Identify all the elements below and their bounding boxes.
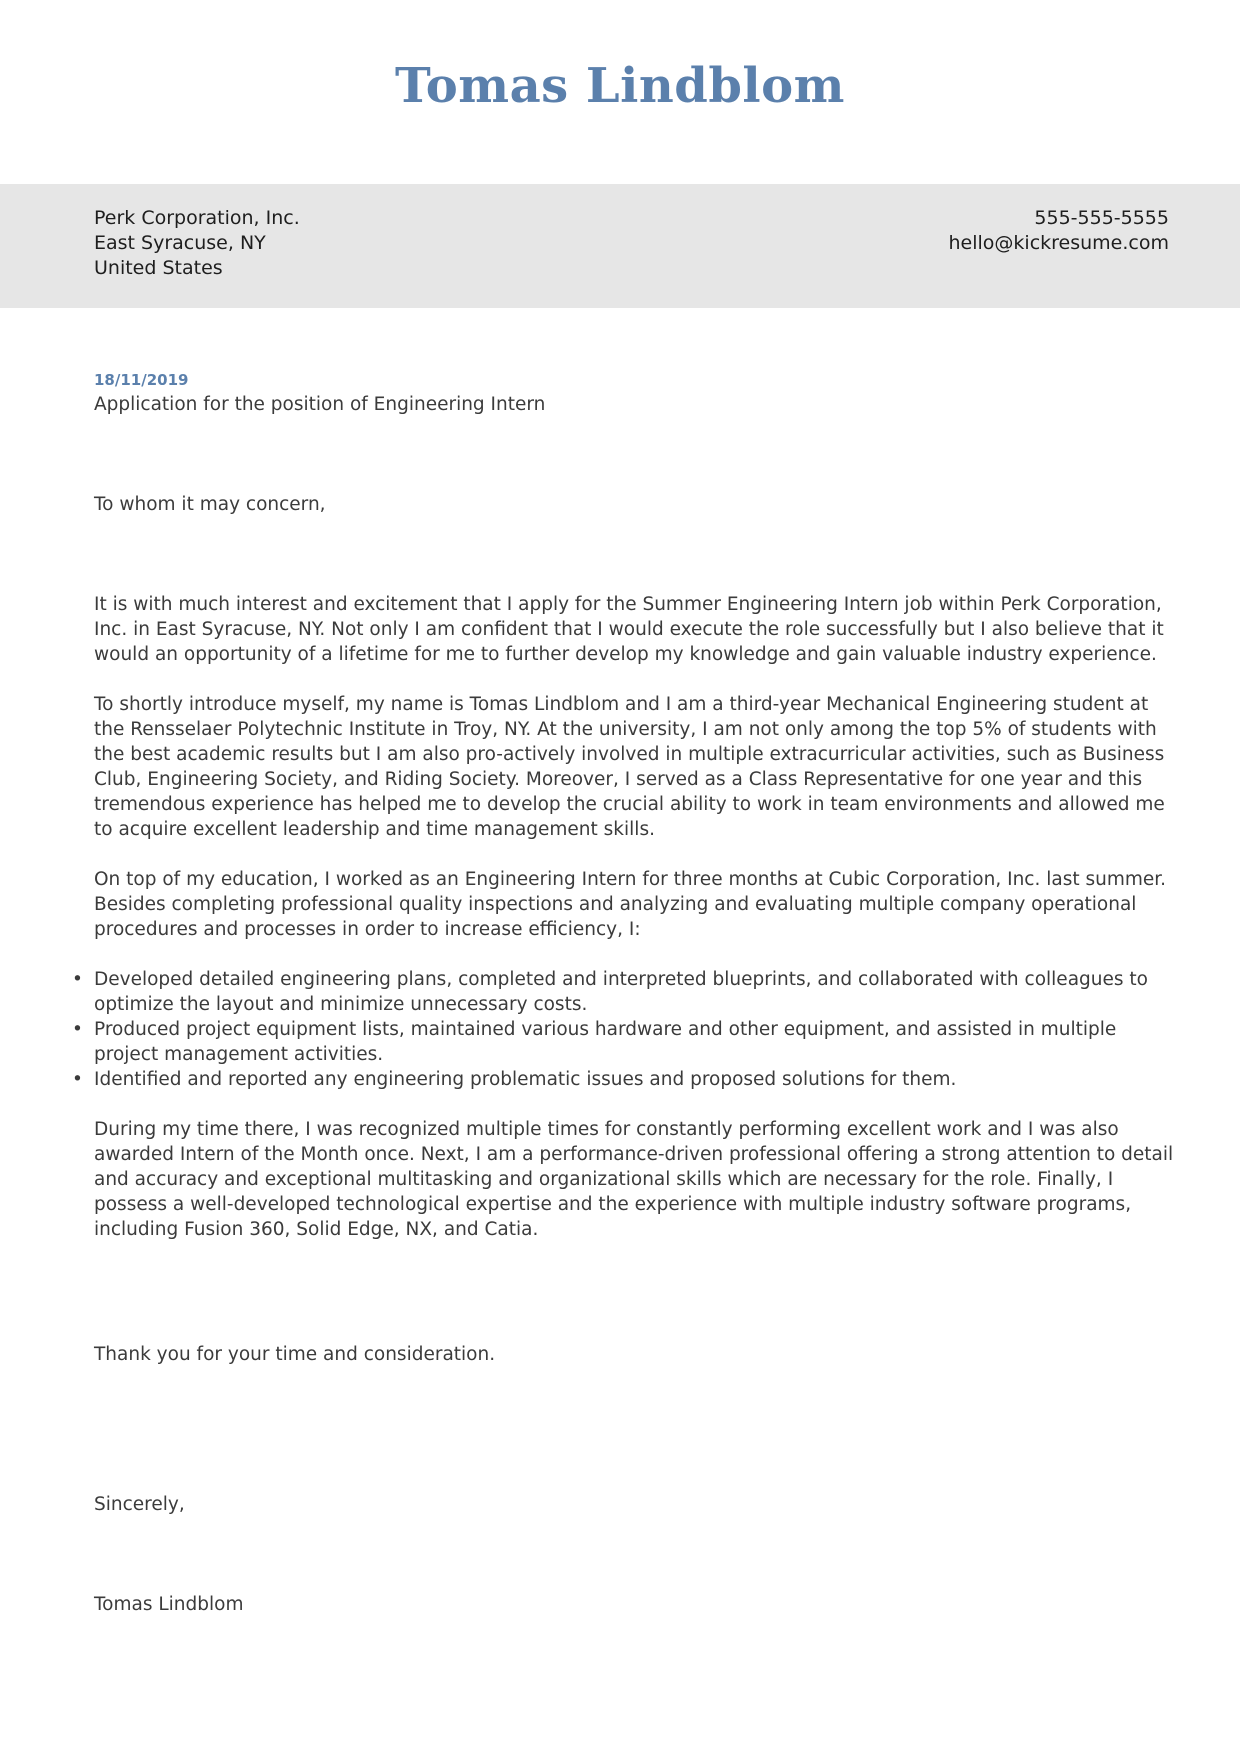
list-item (72, 1017, 1174, 1067)
recipient-address (94, 206, 300, 281)
sender-email: hello@kickresume.com (948, 232, 1169, 254)
bullet-icon: • (72, 1069, 83, 1090)
recipient-country: United States (94, 257, 223, 279)
achievements-list (72, 967, 1174, 1092)
letter-greeting: To whom it may concern, (94, 494, 326, 515)
list-item (72, 967, 1174, 1017)
sender-phone: 555-555-5555 (1034, 207, 1169, 229)
letter-subject: Application for the position of Engineering Intern (94, 394, 546, 415)
closing-line: Thank you for your time and consideration. (94, 1344, 496, 1365)
applicant-name: Tomas Lindblom (395, 58, 845, 114)
bullet-icon: • (72, 969, 83, 990)
letter-body (72, 370, 1174, 1617)
paragraph-experience: On top of my education, I worked as an Engineering Intern for three months at Cubic Corporation, Inc. last summer. Besides completing professional quality inspections and analyzing and evaluating multiple company operational procedures and processes in order to increase efficiency, I: (94, 869, 1167, 940)
list-item-text: Identified and reported any engineering problematic issues and proposed solutions for them. (94, 1069, 957, 1090)
letter-date: 18/11/2019 (94, 371, 189, 389)
paragraph-education: To shortly introduce myself, my name is Tomas Lindblom and I am a third-year Mechanical Engineering student at the Rensselaer Polytechnic Institute in Troy, NY. At the university, I am not only among the top 5% of students with the best academic results but I am also pro-actively involved in multiple extracurricular activities, such as Business Club, Engineering Society, and Riding Society. Moreover, I served as a Class Representative for one year and this tremendous experience has helped me to develop the crucial ability to work in team environments and allowed me to acquire excellent leadership and time management skills. (94, 694, 1165, 840)
contact-band (0, 184, 1240, 308)
letter-signoff: Sincerely, (94, 1494, 185, 1515)
paragraph-intro: It is with much interest and excitement that I apply for the Summer Engineering Intern job within Perk Corporation, Inc. in East Syracuse, NY. Not only I am confident that I would execute the role successfully but I also believe that it would an opportunity of a lifetime for me to further develop my knowledge and gain valuable industry experience. (94, 594, 1164, 665)
recipient-city: East Syracuse, NY (94, 232, 266, 254)
letter-signature: Tomas Lindblom (94, 1594, 244, 1615)
recipient-company: Perk Corporation, Inc. (94, 207, 300, 229)
list-item (72, 1067, 1174, 1092)
bullet-icon: • (72, 1019, 83, 1040)
list-item-text: Produced project equipment lists, maintained various hardware and other equipment, and assisted in multiple project management activities. (94, 1019, 1117, 1065)
list-item-text: Developed detailed engineering plans, completed and interpreted blueprints, and collaborated with colleagues to optimize the layout and minimize unnecessary costs. (94, 969, 1148, 1015)
sender-contact (949, 206, 1170, 256)
paragraph-recognition: During my time there, I was recognized multiple times for constantly performing excellent work and I was also awarded Intern of the Month once. Next, I am a performance-driven professional offering a strong attention to detail and accuracy and exceptional multitasking and organizational skills which are necessary for the role. Finally, I possess a well-developed technological expertise and the experience with multiple industry software programs, including Fusion 360, Solid Edge, NX, and Catia. (94, 1119, 1174, 1240)
